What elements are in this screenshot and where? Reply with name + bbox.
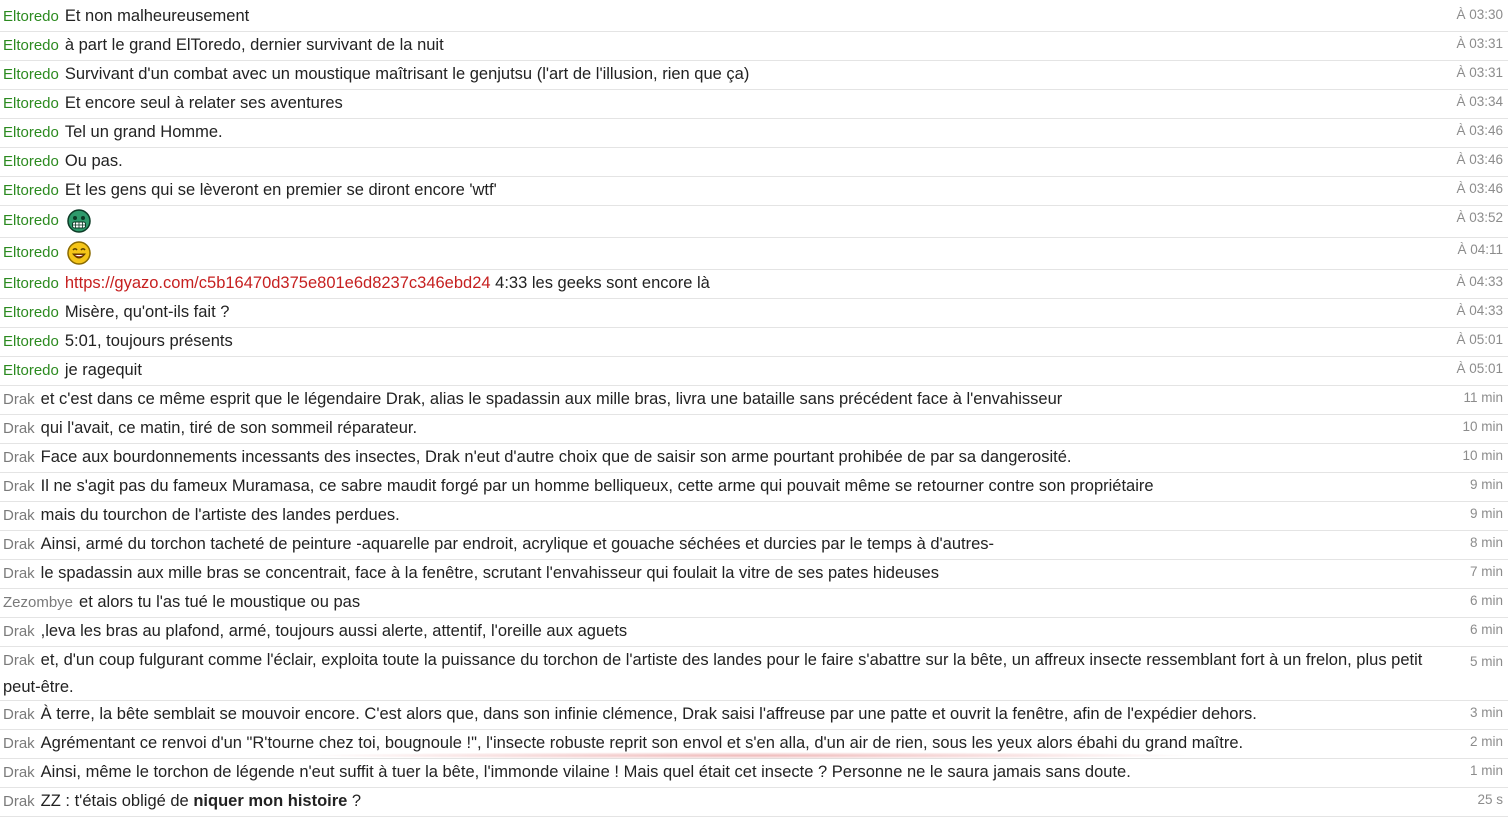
chat-log <box>0 3 1508 817</box>
message-timestamp: 7 min <box>1469 564 1503 579</box>
chat-message-row <box>0 647 1508 701</box>
chat-message-row <box>0 119 1508 148</box>
message-timestamp: 1 min <box>1469 763 1503 778</box>
message-bold-text: niquer mon histoire <box>193 792 348 810</box>
message-username[interactable]: Drak <box>3 565 35 582</box>
message-username[interactable]: Drak <box>3 536 35 553</box>
chat-message-row <box>0 357 1508 386</box>
message-text: Et les gens qui se lèveront en premier se diront encore 'wtf' <box>64 181 497 199</box>
message-text: Et non malheureusement <box>64 7 250 25</box>
message-text: Il ne s'agit pas du fameux Muramasa, ce sabre maudit forgé par un homme belliqueux, cette arme qui pouvait même se retourner contre son propriétaire <box>40 477 1154 495</box>
message-timestamp: 6 min <box>1469 593 1503 608</box>
message-username[interactable]: Eltoredo <box>3 333 59 350</box>
message-text: Agrémentant ce renvoi d'un "R'tourne chez toi, bougnoule !", l'insecte robuste reprit son envol et s'en alla, d'un air de rien, sous les yeux alors ébahi du grand maître. <box>40 734 1244 752</box>
message-text: et, d'un coup fulgurant comme l'éclair, exploita toute la puissance du torchon de l'artiste des landes pour le faire s'abattre sur la bête, un affreux insecte ressemblant fort à un frelon, plus petit peut-être. <box>3 651 1423 696</box>
chat-message-row <box>0 444 1508 473</box>
message-username[interactable]: Drak <box>3 735 35 752</box>
message-text: le spadassin aux mille bras se concentrait, face à la fenêtre, scrutant l'envahisseur qui foulait la vitre de ses pates hideuses <box>40 564 939 582</box>
laugh-yellow-emote-icon <box>67 241 91 265</box>
message-username[interactable]: Eltoredo <box>3 95 59 112</box>
message-username[interactable]: Drak <box>3 623 35 640</box>
message-timestamp: 10 min <box>1462 448 1503 463</box>
message-text: Ou pas. <box>64 152 123 170</box>
message-timestamp: 3 min <box>1469 705 1503 720</box>
message-timestamp: À 04:33 <box>1456 303 1503 318</box>
message-timestamp: 10 min <box>1462 419 1503 434</box>
message-text: mais du tourchon de l'artiste des landes perdues. <box>40 506 400 524</box>
message-username[interactable]: Eltoredo <box>3 8 59 25</box>
message-text: à part le grand ElToredo, dernier survivant de la nuit <box>64 36 444 54</box>
chat-message-row <box>0 61 1508 90</box>
message-text: Tel un grand Homme. <box>64 123 223 141</box>
message-text: 4:33 les geeks sont encore là <box>490 274 710 292</box>
chat-message-row <box>0 618 1508 647</box>
message-text: Ainsi, même le torchon de légende n'eut suffit à tuer la bête, l'immonde vilaine ! Mais quel était cet insecte ? Personne ne le saura jamais sans doute. <box>40 763 1131 781</box>
message-username[interactable]: Eltoredo <box>3 244 59 262</box>
message-username[interactable]: Eltoredo <box>3 182 59 199</box>
message-timestamp: 6 min <box>1469 622 1503 637</box>
message-username[interactable]: Eltoredo <box>3 275 59 292</box>
message-username[interactable]: Drak <box>3 793 35 810</box>
chat-message-row <box>0 90 1508 119</box>
message-text: qui l'avait, ce matin, tiré de son sommeil réparateur. <box>40 419 418 437</box>
message-username[interactable]: Eltoredo <box>3 304 59 321</box>
message-username[interactable]: Zezombye <box>3 594 74 611</box>
chat-message-row <box>0 32 1508 61</box>
message-username[interactable]: Drak <box>3 507 35 524</box>
message-text: Survivant d'un combat avec un moustique maîtrisant le genjutsu (l'art de l'illusion, rien que ça) <box>64 65 750 83</box>
message-username[interactable]: Eltoredo <box>3 212 59 230</box>
chat-message-row <box>0 238 1508 270</box>
chat-message-row <box>0 206 1508 238</box>
message-timestamp: 9 min <box>1469 477 1503 492</box>
chat-message-row <box>0 386 1508 415</box>
chat-message-row <box>0 502 1508 531</box>
bottom-shadow <box>300 752 1200 759</box>
message-timestamp: 11 min <box>1463 390 1503 405</box>
message-text: je ragequit <box>64 361 142 379</box>
message-username[interactable]: Eltoredo <box>3 37 59 54</box>
chat-message-row <box>0 270 1508 299</box>
message-username[interactable]: Drak <box>3 449 35 466</box>
message-text: Misère, qu'ont-ils fait ? <box>64 303 230 321</box>
message-text: et c'est dans ce même esprit que le légendaire Drak, alias le spadassin aux mille bras, livra une bataille sans précédent face à l'envahisseur <box>40 390 1063 408</box>
message-username[interactable]: Eltoredo <box>3 124 59 141</box>
message-text-after: ? <box>347 792 362 810</box>
chat-message-row <box>0 177 1508 206</box>
message-timestamp: 25 s <box>1477 792 1503 807</box>
message-link[interactable]: https://gyazo.com/c5b16470d375e801e6d8237c346ebd24 <box>64 274 491 292</box>
chat-message-row <box>0 473 1508 502</box>
message-timestamp: À 03:46 <box>1456 152 1503 167</box>
message-timestamp: À 03:31 <box>1456 65 1503 80</box>
message-username[interactable]: Drak <box>3 764 35 781</box>
message-timestamp: À 03:52 <box>1456 210 1503 225</box>
message-text: et alors tu l'as tué le moustique ou pas <box>79 593 361 611</box>
message-timestamp: À 03:31 <box>1456 36 1503 51</box>
chat-message-row <box>0 531 1508 560</box>
message-timestamp: À 05:01 <box>1456 332 1503 347</box>
message-text: ZZ : t'étais obligé de <box>40 792 194 810</box>
chat-message-row <box>0 3 1508 32</box>
message-timestamp: 8 min <box>1469 535 1503 550</box>
chat-message-row <box>0 759 1508 788</box>
chat-message-row <box>0 299 1508 328</box>
message-timestamp: À 05:01 <box>1456 361 1503 376</box>
message-text: ,leva les bras au plafond, armé, toujours aussi alerte, attentif, l'oreille aux aguets <box>40 622 628 640</box>
message-text: Et encore seul à relater ses aventures <box>64 94 343 112</box>
chat-message-row <box>0 701 1508 730</box>
chat-message-row <box>0 415 1508 444</box>
chat-message-row <box>0 560 1508 589</box>
chat-message-row <box>0 328 1508 357</box>
message-timestamp: À 03:46 <box>1456 123 1503 138</box>
message-text: À terre, la bête semblait se mouvoir encore. C'est alors que, dans son infinie clémence, Drak saisi l'affreuse par une patte et ouvrit la fenêtre, afin de l'expédier dehors. <box>40 705 1257 723</box>
chat-message-row <box>0 589 1508 618</box>
message-username[interactable]: Drak <box>3 652 35 669</box>
message-timestamp: À 03:34 <box>1456 94 1503 109</box>
message-username[interactable]: Drak <box>3 478 35 495</box>
message-username[interactable]: Drak <box>3 706 35 723</box>
message-timestamp: 2 min <box>1469 734 1503 749</box>
chat-message-row <box>0 788 1508 817</box>
message-text: Face aux bourdonnements incessants des insectes, Drak n'eut d'autre choix que de saisir son arme pourtant prohibée de par sa dangerosité. <box>40 448 1072 466</box>
message-username[interactable]: Eltoredo <box>3 362 59 379</box>
grin-green-emote-icon <box>67 209 91 233</box>
message-username[interactable]: Drak <box>3 420 35 437</box>
chat-message-row <box>0 148 1508 177</box>
message-username[interactable]: Eltoredo <box>3 153 59 170</box>
message-timestamp: À 03:30 <box>1456 7 1503 22</box>
message-timestamp: 5 min <box>1469 654 1503 669</box>
message-username[interactable]: Eltoredo <box>3 66 59 83</box>
message-username[interactable]: Drak <box>3 391 35 408</box>
message-timestamp: À 03:46 <box>1456 181 1503 196</box>
message-timestamp: À 04:33 <box>1456 274 1503 289</box>
message-text: Ainsi, armé du torchon tacheté de peinture -aquarelle par endroit, acrylique et gouache séchées et durcies par le temps à d'autres- <box>40 535 995 553</box>
message-timestamp: À 04:11 <box>1457 242 1503 257</box>
message-timestamp: 9 min <box>1469 506 1503 521</box>
message-text: 5:01, toujours présents <box>64 332 233 350</box>
